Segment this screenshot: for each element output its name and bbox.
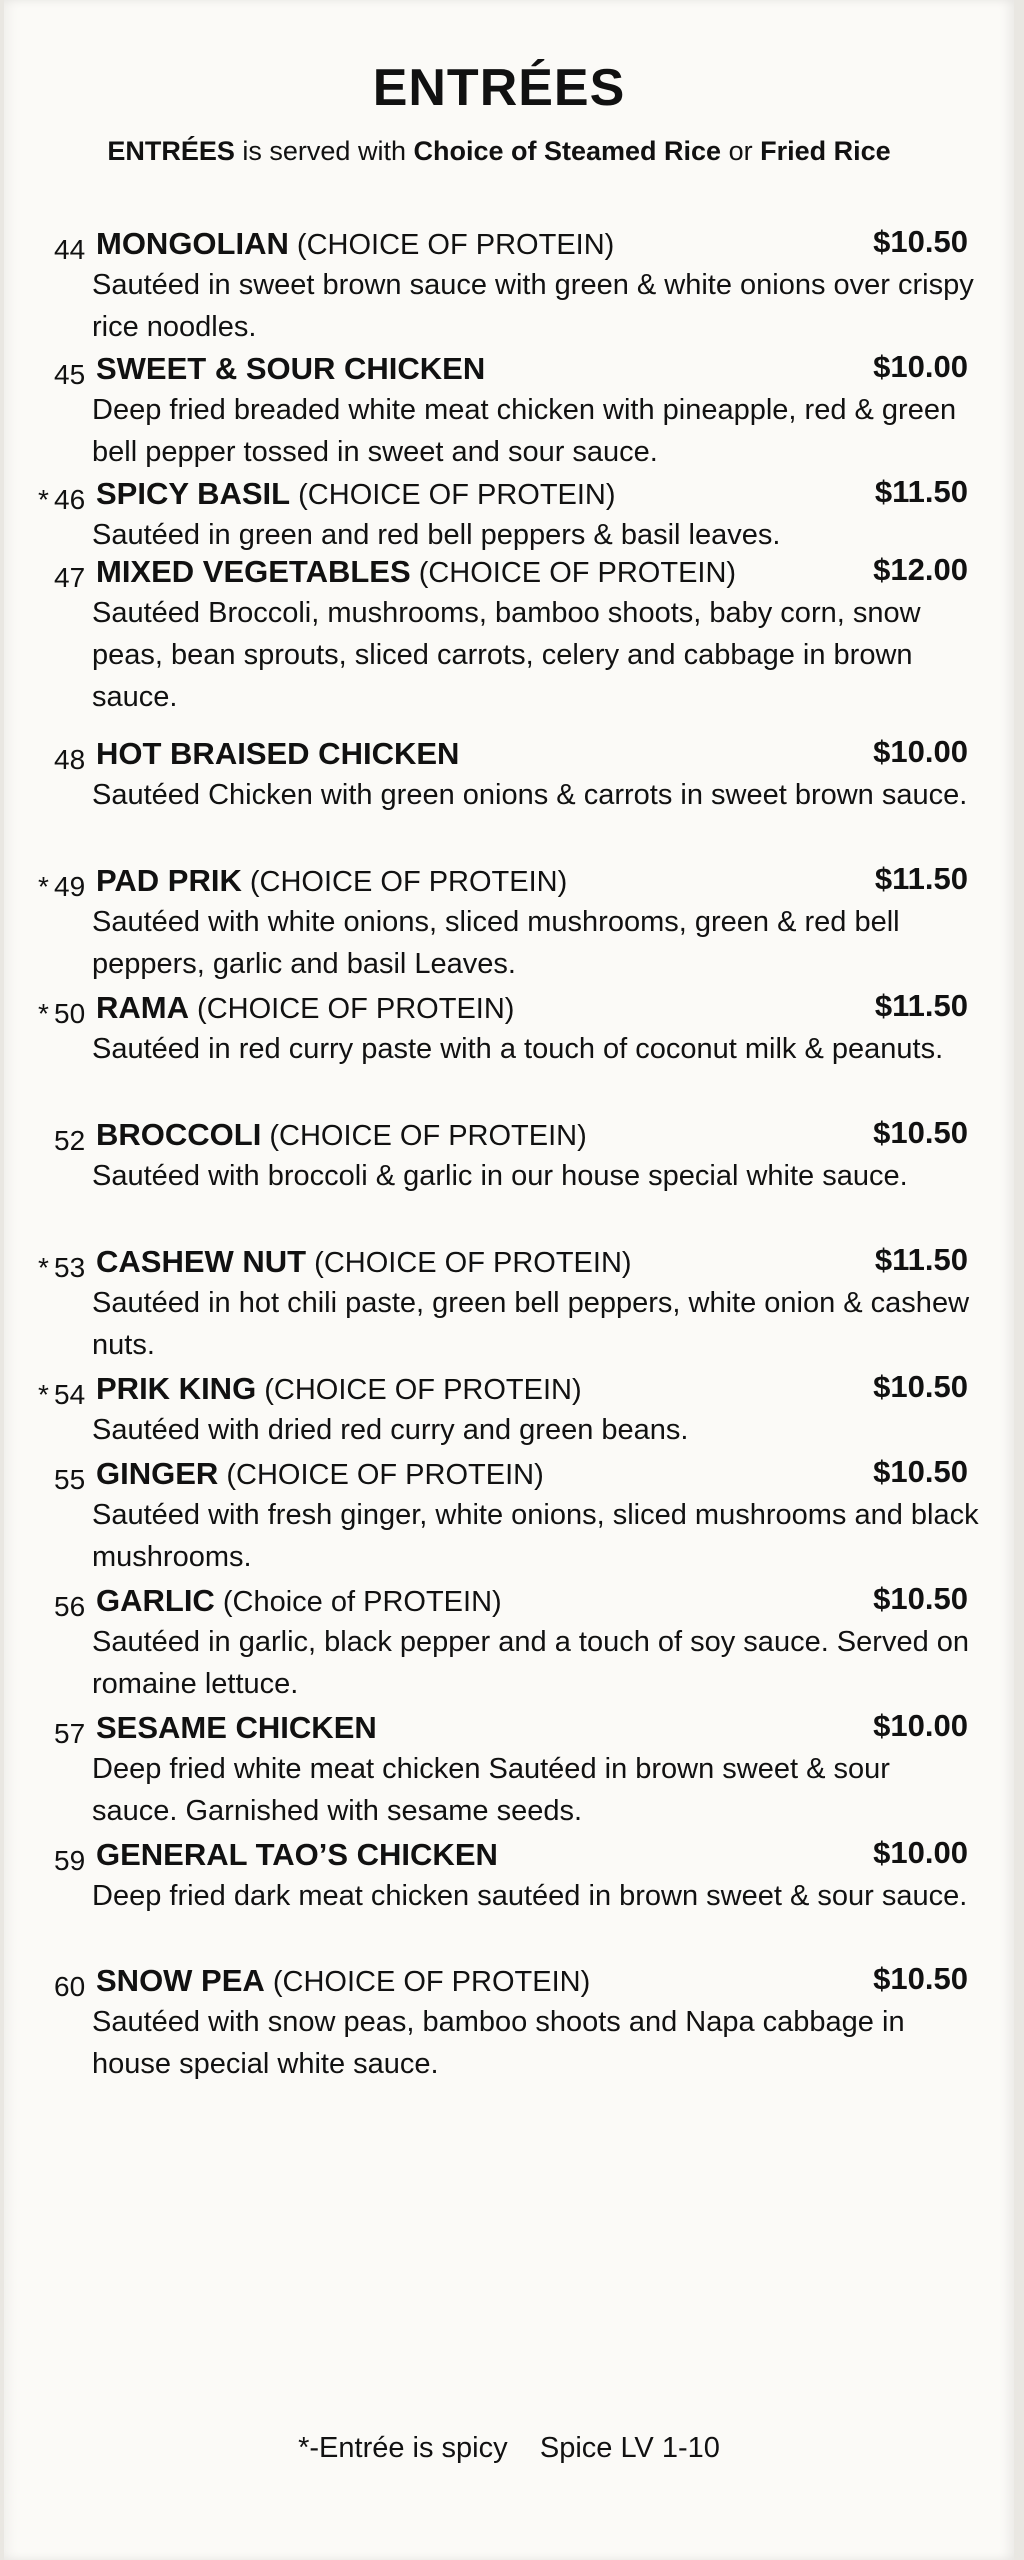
item-number: 54 [54,1379,86,1410]
item-price: $10.50 [873,1454,968,1489]
item-description: Sautéed in sweet brown sauce with green & white onions over crispy rice noodles. [92,269,974,343]
item-number: 53 [54,1252,86,1283]
page-title: ENTRÉES [372,59,626,117]
subtitle-text-2: or [721,136,761,166]
menu-item [38,472,968,556]
item-name: HOT BRAISED CHICKEN [96,736,460,771]
item-title [96,1117,587,1153]
item-protein-choice: (CHOICE OF PROTEIN) [261,1120,587,1152]
item-header [38,1367,968,1410]
footer-gap [508,2432,540,2464]
item-price: $12.00 [873,552,968,587]
spicy-marker: * [38,871,49,902]
page-subtitle [4,136,994,167]
menu-item [38,859,968,985]
item-header [38,1833,968,1876]
item-number: 52 [54,1125,86,1156]
menu-item [38,347,968,473]
item-name: SWEET & SOUR CHICKEN [96,351,486,386]
spicy-legend: *-Entrée is spicy [298,2432,508,2464]
spicy-marker: * [38,1252,49,1283]
item-name: PRIK KING [96,1371,257,1406]
item-header [38,1113,968,1156]
item-description: Sautéed in green and red bell peppers & basil leaves. [92,519,781,551]
item-protein-choice: (CHOICE OF PROTEIN) [306,1247,632,1279]
menu-item [38,1579,968,1705]
item-title [96,990,514,1026]
item-title [96,1710,377,1746]
item-title [96,351,485,387]
item-description: Sautéed in red curry paste with a touch of coconut milk & peanuts. [92,1033,944,1065]
item-header [38,859,968,902]
item-number: 56 [54,1591,86,1622]
item-title [96,1456,544,1492]
item-name: MONGOLIAN [96,226,289,261]
item-price: $11.50 [874,1242,968,1277]
item-protein-choice: (CHOICE OF PROTEIN) [189,993,515,1025]
item-protein-choice: (Choice of PROTEIN) [214,1586,502,1618]
item-description: Sautéed with broccoli & garlic in our house special white sauce. [92,1160,908,1192]
item-description: Sautéed with snow peas, bamboo shoots and Napa cabbage in house special white sauce. [92,2006,905,2080]
item-description: Sautéed in garlic, black pepper and a touch of soy sauce. Served on romaine lettuce. [92,1626,970,1700]
item-number: 60 [54,1971,86,2002]
item-title [96,476,616,512]
item-price: $10.50 [873,1961,968,1996]
item-header [38,550,968,593]
item-description: Sautéed with fresh ginger, white onions, sliced mushrooms and black mushrooms. [92,1499,979,1573]
item-number: 47 [54,562,86,593]
item-name: GINGER [96,1456,219,1491]
menu-item [38,1833,968,1917]
item-header [38,1579,968,1622]
item-price: $11.50 [874,861,968,896]
item-title [96,1371,582,1407]
item-description: Deep fried breaded white meat chicken with pineapple, red & green bell pepper tossed in sweet and sour sauce. [92,394,957,468]
item-title [96,1583,502,1619]
item-number: 46 [54,484,86,515]
subtitle-fried-rice: Fried Rice [760,136,891,166]
item-title [96,1244,632,1280]
item-price: $10.50 [873,224,968,259]
item-protein-choice: (CHOICE OF PROTEIN) [264,1966,591,1998]
item-header [38,1452,968,1495]
item-price: $10.50 [873,1369,968,1404]
item-header [38,1706,968,1749]
item-name: MIXED VEGETABLES [96,554,411,589]
item-number: 50 [54,998,86,1029]
item-title [96,226,614,262]
item-description: Deep fried white meat chicken Sautéed in brown sweet & sour sauce. Garnished with sesame seeds. [92,1753,890,1827]
item-header [38,1240,968,1283]
item-name: BROCCOLI [96,1117,262,1152]
item-name: GARLIC [96,1583,215,1618]
item-title [96,1963,590,1999]
item-protein-choice: (CHOICE OF PROTEIN) [241,866,568,898]
item-protein-choice: (CHOICE OF PROTEIN) [256,1374,582,1406]
spicy-marker: * [38,1379,49,1410]
menu-item [38,1706,968,1832]
item-description: Deep fried dark meat chicken sautéed in brown sweet & sour sauce. [92,1880,968,1912]
spicy-marker: * [38,484,49,515]
item-title [96,736,459,772]
item-description: Sautéed Chicken with green onions & carrots in sweet brown sauce. [92,779,968,811]
item-description: Sautéed Broccoli, mushrooms, bamboo shoots, baby corn, snow peas, bean sprouts, sliced carrots, celery and cabbage in brown sauce. [92,597,921,713]
item-number: 48 [54,744,86,775]
item-number: 59 [54,1845,86,1876]
menu-item [38,986,968,1070]
item-name: CASHEW NUT [96,1244,307,1279]
spicy-marker: * [38,998,49,1029]
menu-item [38,1959,968,2085]
menu-item [38,1240,968,1366]
subtitle-steamed-rice: Choice of Steamed Rice [413,136,722,166]
item-description: Sautéed with white onions, sliced mushrooms, green & red bell peppers, garlic and basil Leaves. [92,906,900,980]
spice-level-legend: Spice LV 1-10 [539,2432,720,2464]
item-header [38,986,968,1029]
menu-item [38,222,974,348]
item-header [38,347,968,390]
item-name: SPICY BASIL [96,476,291,511]
item-price: $10.00 [873,734,968,769]
item-number: 49 [54,871,86,902]
item-header [38,472,968,515]
item-protein-choice: (CHOICE OF PROTEIN) [288,229,615,261]
item-name: RAMA [96,990,189,1025]
item-header [38,732,968,775]
item-price: $10.00 [873,1708,968,1743]
item-number: 57 [54,1718,86,1749]
item-title [96,1837,498,1873]
item-protein-choice: (CHOICE OF PROTEIN) [410,557,737,589]
footer-note [4,2432,1014,2465]
item-price: $11.50 [874,474,968,509]
item-description: Sautéed in hot chili paste, green bell peppers, white onion & cashew nuts. [92,1287,970,1361]
menu-item [38,732,968,816]
item-price: $10.50 [873,1115,968,1150]
item-header [38,1959,968,2002]
menu-item [38,1113,968,1197]
item-title [96,554,736,590]
item-name: GENERAL TAO’S CHICKEN [96,1837,498,1872]
item-header [38,222,968,265]
item-name: SESAME CHICKEN [96,1710,377,1745]
item-price: $10.00 [873,349,968,384]
item-number: 45 [54,359,86,390]
item-name: SNOW PEA [96,1963,265,1998]
menu-item [38,550,968,718]
menu-item [38,1367,968,1451]
item-protein-choice: (CHOICE OF PROTEIN) [290,479,616,511]
menu-page [4,0,1014,2560]
item-title [96,863,567,899]
item-price: $10.00 [873,1835,968,1870]
item-price: $10.50 [873,1581,968,1616]
item-description: Sautéed with dried red curry and green beans. [92,1414,689,1446]
item-number: 44 [54,234,86,265]
subtitle-entrees: ENTRÉES [107,136,235,166]
item-price: $11.50 [874,988,968,1023]
item-number: 55 [54,1464,86,1495]
item-name: PAD PRIK [96,863,242,898]
subtitle-text-1: is served with [234,136,414,166]
menu-item [38,1452,979,1578]
item-protein-choice: (CHOICE OF PROTEIN) [218,1459,544,1491]
